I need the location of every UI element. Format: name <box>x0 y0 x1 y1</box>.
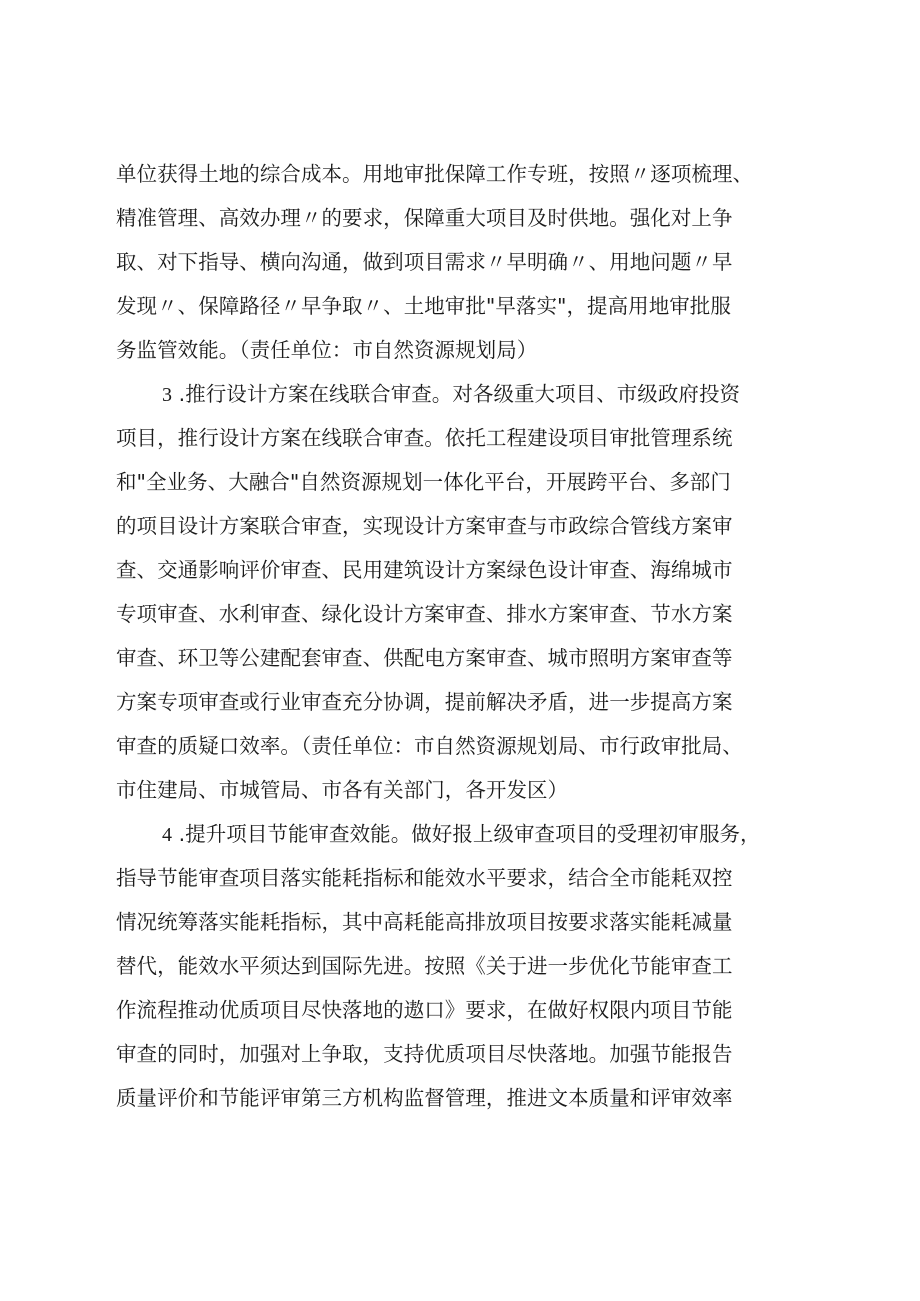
text-line <box>116 680 810 724</box>
paragraph-first-line <box>116 372 810 416</box>
text-line <box>116 548 810 592</box>
line-text: .推行设计方案在线联合审查。对各级重大项目、市级政府投资 <box>172 382 741 406</box>
line-text: 质量评价和节能评审第三方机构监督管理，推进文本质量和评审效率 <box>116 1086 733 1110</box>
line-text: 精准管理、高效办理〃的要求，保障重大项目及时供地。强化对上争 <box>116 206 733 230</box>
item-number: 3 <box>162 384 173 406</box>
line-text: 查、交通影响评价审查、民用建筑设计方案绿色设计审查、海绵城市 <box>116 558 733 582</box>
text-line <box>116 284 810 328</box>
line-text: 务监管效能。（责任单位：市自然资源规划局） <box>116 338 538 362</box>
line-text: 发现〃、保障路径〃早争取〃、土地审批"早落实"，提高用地审批服 <box>116 294 731 318</box>
line-text: 的项目设计方案联合审查，实现设计方案审查与市政综合管线方案审 <box>116 514 733 538</box>
line-text: 和"全业务、大融合"自然资源规划一体化平台，开展跨平台、多部门 <box>116 470 731 494</box>
text-line <box>116 328 810 372</box>
text-line <box>116 1032 810 1076</box>
document-body <box>116 152 810 1120</box>
line-text: 指导节能审查项目落实能耗指标和能效水平要求，结合全市能耗双控 <box>116 866 733 890</box>
line-text: .提升项目节能审查效能。做好报上级审查项目的受理初审服务， <box>172 822 761 846</box>
line-text: 取、对下指导、横向沟通，做到项目需求〃早明确〃、用地问题〃早 <box>116 250 733 274</box>
item-number: 4 <box>162 824 173 846</box>
line-text: 单位获得土地的综合成本。用地审批保障工作专班，按照〃逐项梳理、 <box>116 162 754 186</box>
line-text: 情况统筹落实能耗指标，其中高耗能高排放项目按要求落实能耗减量 <box>116 910 733 934</box>
paragraph-first-line <box>116 812 810 856</box>
line-text: 专项审查、水利审查、绿化设计方案审查、排水方案审查、节水方案 <box>116 602 733 626</box>
text-line <box>116 152 810 196</box>
line-text: 作流程推动优质项目尽快落地的遨口》要求，在做好权限内项目节能 <box>116 998 733 1022</box>
line-text: 替代，能效水平须达到国际先进。按照《关于进一步优化节能审查工 <box>116 954 733 978</box>
line-text: 市住建局、市城管局、市各有关部门，各开发区） <box>116 778 569 802</box>
text-line <box>116 724 810 768</box>
text-line <box>116 592 810 636</box>
line-text: 方案专项审查或行业审查充分协调，提前解决矛盾，进一步提高方案 <box>116 690 733 714</box>
text-line <box>116 944 810 988</box>
text-line <box>116 900 810 944</box>
line-text: 审查的同时，加强对上争取，支持优质项目尽快落地。加强节能报告 <box>116 1042 733 1066</box>
text-line <box>116 196 810 240</box>
line-text: 审查的质疑口效率。（责任单位：市自然资源规划局、市行政审批局、 <box>116 734 743 758</box>
line-text: 项目，推行设计方案在线联合审查。依托工程建设项目审批管理系统 <box>116 426 733 450</box>
text-line <box>116 988 810 1032</box>
line-text: 审查、环卫等公建配套审查、供配电方案审查、城市照明方案审查等 <box>116 646 733 670</box>
text-line <box>116 416 810 460</box>
text-line <box>116 1076 810 1120</box>
text-line <box>116 240 810 284</box>
text-line <box>116 856 810 900</box>
text-line <box>116 460 810 504</box>
text-line <box>116 636 810 680</box>
text-line <box>116 504 810 548</box>
text-line <box>116 768 810 812</box>
